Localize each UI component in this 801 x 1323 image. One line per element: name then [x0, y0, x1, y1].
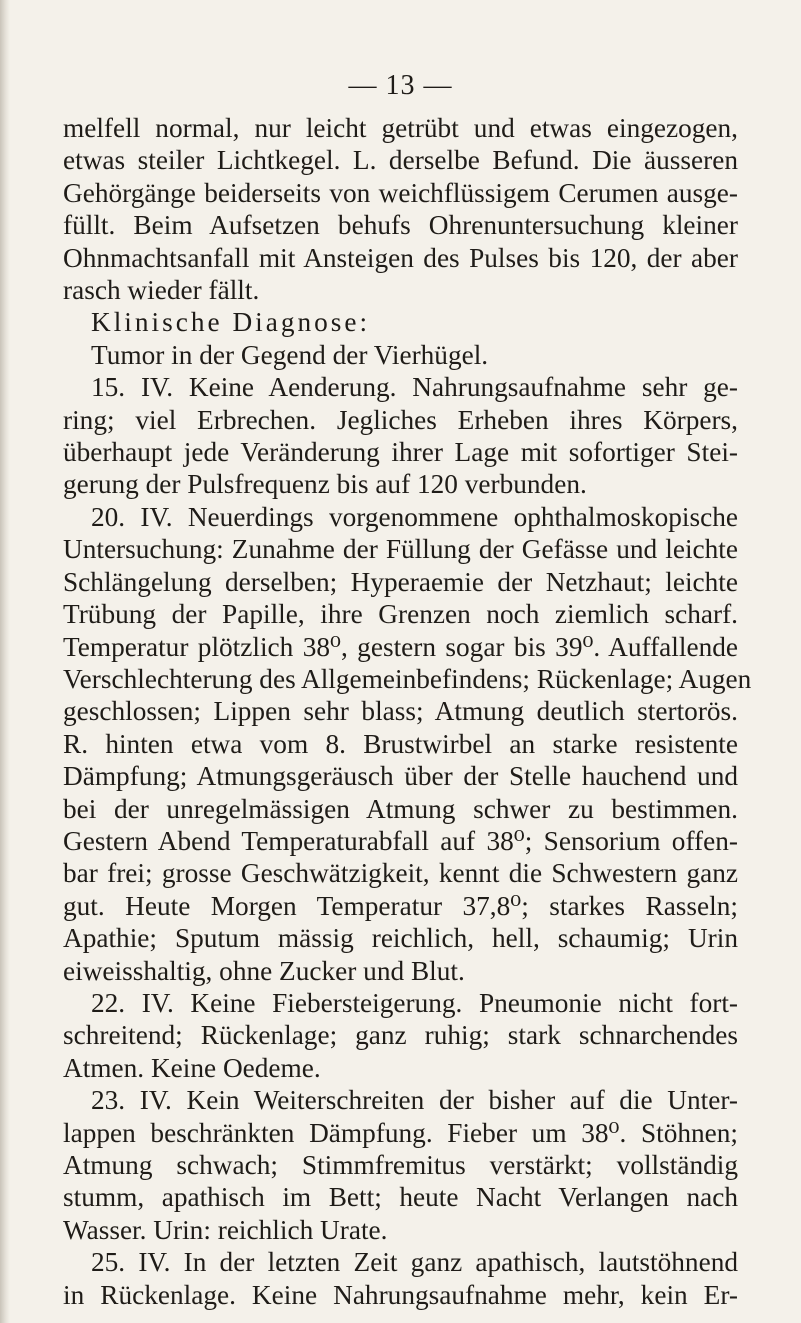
text-line: überhaupt jede Veränderung ihrer Lage mit sofortiger Stei-: [63, 437, 738, 468]
text-line: melfell normal, nur leicht getrübt und etwas eingezogen,: [63, 113, 738, 143]
text-line: füllt. Beim Aufsetzen behufs Ohrenuntersuchung kleiner: [63, 210, 738, 241]
page-edge-shadow: [0, 0, 10, 1323]
text-line: Wasser. Urin: reichlich Urate.: [63, 1214, 388, 1245]
text-line: Apathie; Sputum mässig reichlich, hell, schaumig; Urin: [63, 923, 738, 954]
text-line: 25. IV. In der letzten Zeit ganz apathisch, lautstöhnend: [91, 1247, 738, 1278]
text-line: lappen beschränkten Dämpfung. Fieber um 38⁰. Stöhnen;: [63, 1117, 738, 1148]
text-line: 22. IV. Keine Fiebersteigerung. Pneumonie nicht fort-: [91, 987, 738, 1018]
text-line: Verschlechterung des Allgemeinbefindens; Rückenlage; Augen: [63, 663, 752, 694]
text-line: etwas steiler Lichtkegel. L. derselbe Befund. Die äusseren: [63, 145, 738, 176]
text-line: Trübung der Papille, ihre Grenzen noch ziemlich scharf.: [63, 599, 738, 630]
text-line: Atmung schwach; Stimmfremitus verstärkt; vollständig: [63, 1150, 738, 1180]
text-line: rasch wieder fällt.: [63, 275, 260, 306]
text-line: gerung der Pulsfrequenz bis auf 120 verbunden.: [63, 469, 587, 500]
text-line: 20. IV. Neuerdings vorgenommene ophthalmoskopische: [91, 501, 738, 532]
text-line: 15. IV. Keine Aenderung. Nahrungsaufnahme sehr ge-: [91, 372, 738, 403]
diagnosis-line: Tumor in der Gegend der Vierhügel.: [91, 339, 489, 370]
text-line: stumm, apathisch im Bett; heute Nacht Verlangen nach: [63, 1182, 738, 1213]
text-line: Temperatur plötzlich 38⁰, gestern sogar bis 39⁰. Auffallende: [63, 631, 738, 662]
text-line: ring; viel Erbrechen. Jegliches Erheben ihres Körpers,: [63, 404, 738, 435]
text-line: in Rückenlage. Keine Nahrungsaufnahme mehr, kein Er-: [63, 1279, 738, 1310]
text-line: R. hinten etwa vom 8. Brustwirbel an starke resistente: [63, 728, 738, 759]
text-line: bar frei; grosse Geschwätzigkeit, kennt die Schwestern ganz: [63, 858, 738, 889]
text-line: geschlossen; Lippen sehr blass; Atmung deutlich stertorös.: [63, 696, 738, 727]
text-line: gut. Heute Morgen Temperatur 37,8⁰; starkes Rasseln;: [63, 890, 738, 921]
text-line: bei der unregelmässigen Atmung schwer zu bestimmen.: [63, 793, 738, 824]
text-line: Dämpfung; Atmungsgeräusch über der Stelle hauchend und: [63, 761, 738, 792]
page-body-text: [63, 112, 752, 1311]
text-line: Gehörgänge beiderseits von weichflüssigem Cerumen ausge-: [63, 177, 738, 208]
text-line: schreitend; Rückenlage; ganz ruhig; stark schnarchendes: [63, 1020, 738, 1051]
text-line: Gestern Abend Temperaturabfall auf 38⁰; Sensorium offen-: [63, 825, 738, 856]
text-line: Ohnmachtsanfall mit Ansteigen des Pulses bis 120, der aber: [63, 242, 738, 273]
text-line: Schlängelung derselben; Hyperaemie der Netzhaut; leichte: [63, 566, 738, 597]
text-line: eiweisshaltig, ohne Zucker und Blut.: [63, 955, 465, 986]
section-heading: Klinische Diagnose:: [91, 307, 371, 338]
page-number-header: — 13 —: [348, 70, 453, 101]
text-line: Atmen. Keine Oedeme.: [63, 1052, 321, 1083]
text-line: Untersuchung: Zunahme der Füllung der Gefässe und leichte: [63, 534, 738, 565]
text-line: 23. IV. Kein Weiterschreiten der bisher auf die Unter-: [91, 1085, 738, 1116]
